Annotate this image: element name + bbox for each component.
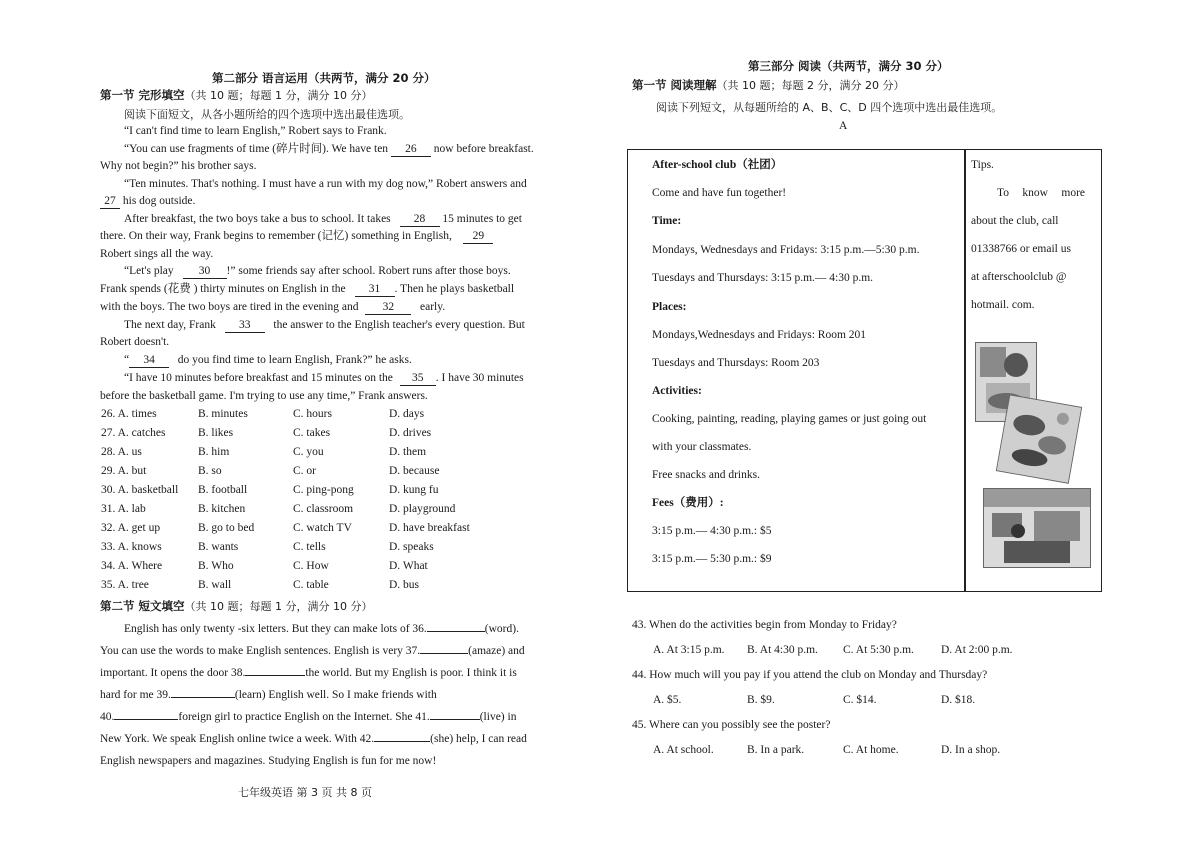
- option-c[interactable]: C. hours: [293, 408, 332, 420]
- option-d[interactable]: D. because: [389, 465, 440, 477]
- blank-36[interactable]: [427, 631, 485, 632]
- blank-28: 28: [400, 212, 440, 227]
- passage-line: After breakfast, the two boys take a bus to school. It takes 28 15 minutes to get: [124, 213, 522, 225]
- tips-title: Tips.: [971, 159, 994, 171]
- section2-meta: （共 10 题；每题 1 分，满分 10 分）: [184, 600, 373, 613]
- blank-31: 31: [355, 282, 395, 297]
- blank-27: 27: [100, 194, 120, 209]
- option-a[interactable]: 32. A. get up: [101, 522, 161, 534]
- poster-divider: [964, 149, 966, 592]
- option-b[interactable]: B. In a park.: [747, 744, 805, 756]
- passage-line: with the boys. The two boys are tired in the evening and 32 early.: [100, 301, 446, 313]
- blank-40[interactable]: [114, 719, 178, 720]
- passage-line: “You can use fragments of time (碎片时间). We have ten 26 now before breakfast.: [124, 143, 534, 155]
- option-b[interactable]: B. football: [198, 484, 248, 496]
- option-a[interactable]: 29. A. but: [101, 465, 147, 477]
- passage-line: Robert doesn't.: [100, 336, 170, 348]
- page-footer: 七年级英语 第 3 页 共 8 页: [238, 786, 372, 799]
- section1-heading: [100, 88, 373, 103]
- option-a[interactable]: 27. A. catches: [101, 427, 166, 439]
- blank-41[interactable]: [430, 719, 480, 720]
- fill-line: English newspapers and magazines. Studying English is fun for me now!: [100, 755, 437, 767]
- fill-line: You can use the words to make English sentences. English is very 37. (amaze) and: [100, 645, 525, 657]
- option-d[interactable]: D. bus: [389, 579, 420, 591]
- fill-line: New York. We speak English online twice a week. With 42. (she) help, I can read: [100, 733, 527, 745]
- option-c[interactable]: C. or: [293, 465, 316, 477]
- option-c[interactable]: C. $14.: [843, 694, 877, 706]
- tips-line: about the club, call: [971, 215, 1059, 227]
- option-d[interactable]: D. playground: [389, 503, 456, 515]
- option-a[interactable]: 30. A. basketball: [101, 484, 179, 496]
- blank-37[interactable]: [420, 653, 468, 654]
- option-a[interactable]: 33. A. knows: [101, 541, 162, 553]
- option-c[interactable]: C. At home.: [843, 744, 899, 756]
- option-b[interactable]: B. minutes: [198, 408, 248, 420]
- tips-line: hotmail. com.: [971, 299, 1035, 311]
- option-b[interactable]: B. At 4:30 p.m.: [747, 644, 818, 656]
- option-a[interactable]: 26. A. times: [101, 408, 157, 420]
- blank-39[interactable]: [171, 697, 235, 698]
- passage-line: Frank spends (花费 ) thirty minutes on English in the 31 . Then he plays basketball: [100, 283, 515, 295]
- part3-title: 第三部分 阅读（共两节，满分 30 分）: [748, 59, 949, 73]
- option-d[interactable]: D. In a shop.: [941, 744, 1001, 756]
- option-a[interactable]: A. $5.: [653, 694, 682, 706]
- option-b[interactable]: B. likes: [198, 427, 234, 439]
- passage-line: Why not begin?” his brother says.: [100, 160, 257, 172]
- option-b[interactable]: B. so: [198, 465, 222, 477]
- question-stem: 44. How much will you pay if you attend the club on Monday and Thursday?: [632, 669, 988, 681]
- passage-line: before the basketball game. I'm trying to use any time,” Frank answers.: [100, 390, 428, 402]
- fill-line: hard for me 39. (learn) English well. So I make friends with: [100, 689, 437, 701]
- blank-29: 29: [463, 229, 493, 244]
- option-c[interactable]: C. How: [293, 560, 329, 572]
- option-c[interactable]: C. At 5:30 p.m.: [843, 644, 914, 656]
- passage-line: “I have 10 minutes before breakfast and 15 minutes on the 35 . I have 30 minutes: [124, 372, 524, 384]
- option-d[interactable]: D. drives: [389, 427, 432, 439]
- blank-26: 26: [391, 142, 431, 157]
- poster-activity-3: Free snacks and drinks.: [652, 469, 760, 481]
- blank-33: 33: [225, 318, 265, 333]
- passage-line: “Ten minutes. That's nothing. I must have a run with my dog now,” Robert answers and: [124, 178, 527, 190]
- photo-food: [996, 394, 1082, 484]
- blank-35: 35: [400, 371, 436, 386]
- option-c[interactable]: C. watch TV: [293, 522, 352, 534]
- poster-activity-1: Cooking, painting, reading, playing games or just going out: [652, 413, 927, 425]
- option-a[interactable]: 28. A. us: [101, 446, 142, 458]
- option-d[interactable]: D. days: [389, 408, 425, 420]
- passage-line: The next day, Frank 33 the answer to the English teacher's every question. But: [124, 319, 525, 331]
- tips-line: 01338766 or email us: [971, 243, 1071, 255]
- poster-place-1: Mondays,Wednesdays and Fridays: Room 201: [652, 329, 867, 341]
- poster-time-2: Tuesdays and Thursdays: 3:15 p.m.— 4:30 p.m.: [652, 272, 874, 284]
- option-b[interactable]: B. go to bed: [198, 522, 255, 534]
- passage-line: 27 his dog outside.: [100, 194, 195, 209]
- option-d[interactable]: D. speaks: [389, 541, 434, 553]
- poster-fee-2: 3:15 p.m.— 5:30 p.m.: $9: [652, 553, 772, 565]
- section1-meta: （共 10 题；每题 1 分，满分 10 分）: [184, 89, 373, 102]
- question-stem: 43. When do the activities begin from Monday to Friday?: [632, 619, 897, 631]
- reading-instruction: 阅读下列短文，从每题所给的 A、B、C、D 四个选项中选出最佳选项。: [656, 101, 1003, 114]
- poster-activities-heading: Activities:: [652, 385, 702, 397]
- option-a[interactable]: 34. A. Where: [101, 560, 163, 572]
- option-b[interactable]: B. wall: [198, 579, 232, 591]
- reading-head: 第一节 阅读理解: [632, 78, 717, 92]
- option-b[interactable]: B. Who: [198, 560, 234, 572]
- section1-head: 第一节 完形填空: [100, 88, 185, 102]
- tips-line: at afterschoolclub @: [971, 271, 1067, 283]
- option-c[interactable]: C. ping-pong: [293, 484, 354, 496]
- poster-title: After-school club（社团）: [652, 159, 783, 171]
- option-b[interactable]: B. $9.: [747, 694, 775, 706]
- poster-fee-1: 3:15 p.m.— 4:30 p.m.: $5: [652, 525, 772, 537]
- blank-32: 32: [365, 300, 411, 315]
- option-c[interactable]: C. table: [293, 579, 329, 591]
- blank-34: 34: [129, 353, 169, 368]
- option-d[interactable]: D. $18.: [941, 694, 976, 706]
- passage-line: “Let's play 30 !” some friends say after school. Robert runs after those boys.: [124, 265, 511, 277]
- option-b[interactable]: B. kitchen: [198, 503, 246, 515]
- blank-42[interactable]: [374, 741, 430, 742]
- option-d[interactable]: D. them: [389, 446, 427, 458]
- option-d[interactable]: D. What: [389, 560, 428, 572]
- poster-fees-heading: Fees（费用）:: [652, 497, 724, 509]
- photo-classroom: [983, 488, 1091, 568]
- option-a[interactable]: A. At school.: [653, 744, 714, 756]
- passage-line: Robert sings all the way.: [100, 248, 214, 260]
- section2-head: 第二节 短文填空: [100, 599, 185, 613]
- option-b[interactable]: B. him: [198, 446, 230, 458]
- option-c[interactable]: C. you: [293, 446, 324, 458]
- reading-heading: [632, 78, 905, 93]
- poster-time-heading: Time:: [652, 215, 682, 227]
- option-d[interactable]: D. have breakfast: [389, 522, 470, 534]
- poster-activity-2: with your classmates.: [652, 441, 752, 453]
- option-a[interactable]: A. At 3:15 p.m.: [653, 644, 725, 656]
- tips-line: To know more: [997, 187, 1085, 199]
- blank-30: 30: [183, 264, 227, 279]
- poster-place-2: Tuesdays and Thursdays: Room 203: [652, 357, 820, 369]
- option-c[interactable]: C. takes: [293, 427, 331, 439]
- section2-heading: [100, 599, 373, 614]
- passage-line: “I can't find time to learn English,” Robert says to Frank.: [124, 125, 387, 137]
- poster-time-1: Mondays, Wednesdays and Fridays: 3:15 p.m.—5:30 p.m.: [652, 244, 920, 256]
- option-a[interactable]: 35. A. tree: [101, 579, 149, 591]
- fill-line: English has only twenty -six letters. But they can make lots of 36. (word).: [124, 623, 519, 635]
- passage-line: “ 34 do you find time to learn English, Frank?” he asks.: [124, 354, 412, 366]
- option-d[interactable]: D. kung fu: [389, 484, 439, 496]
- section1-instruction: 阅读下面短文，从各小题所给的四个选项中选出最佳选项。: [124, 108, 410, 121]
- option-c[interactable]: C. classroom: [293, 503, 354, 515]
- option-a[interactable]: 31. A. lab: [101, 503, 146, 515]
- part2-title: 第二部分 语言运用（共两节，满分 20 分）: [212, 71, 436, 85]
- option-d[interactable]: D. At 2:00 p.m.: [941, 644, 1013, 656]
- reading-meta: （共 10 题；每题 2 分，满分 20 分）: [716, 79, 905, 92]
- poster-slogan: Come and have fun together!: [652, 187, 787, 199]
- blank-38[interactable]: [245, 675, 305, 676]
- passage-line: there. On their way, Frank begins to remember (记忆) something in English, 29: [100, 229, 493, 244]
- fill-line: 40. foreign girl to practice English on the Internet. She 41. (live) in: [100, 711, 517, 723]
- passage-label: A: [839, 120, 848, 132]
- question-stem: 45. Where can you possibly see the poster?: [632, 719, 831, 731]
- option-c[interactable]: C. tells: [293, 541, 326, 553]
- option-b[interactable]: B. wants: [198, 541, 239, 553]
- fill-line: important. It opens the door 38. the world. But my English is poor. I think it is: [100, 667, 517, 679]
- poster-places-heading: Places:: [652, 301, 687, 313]
